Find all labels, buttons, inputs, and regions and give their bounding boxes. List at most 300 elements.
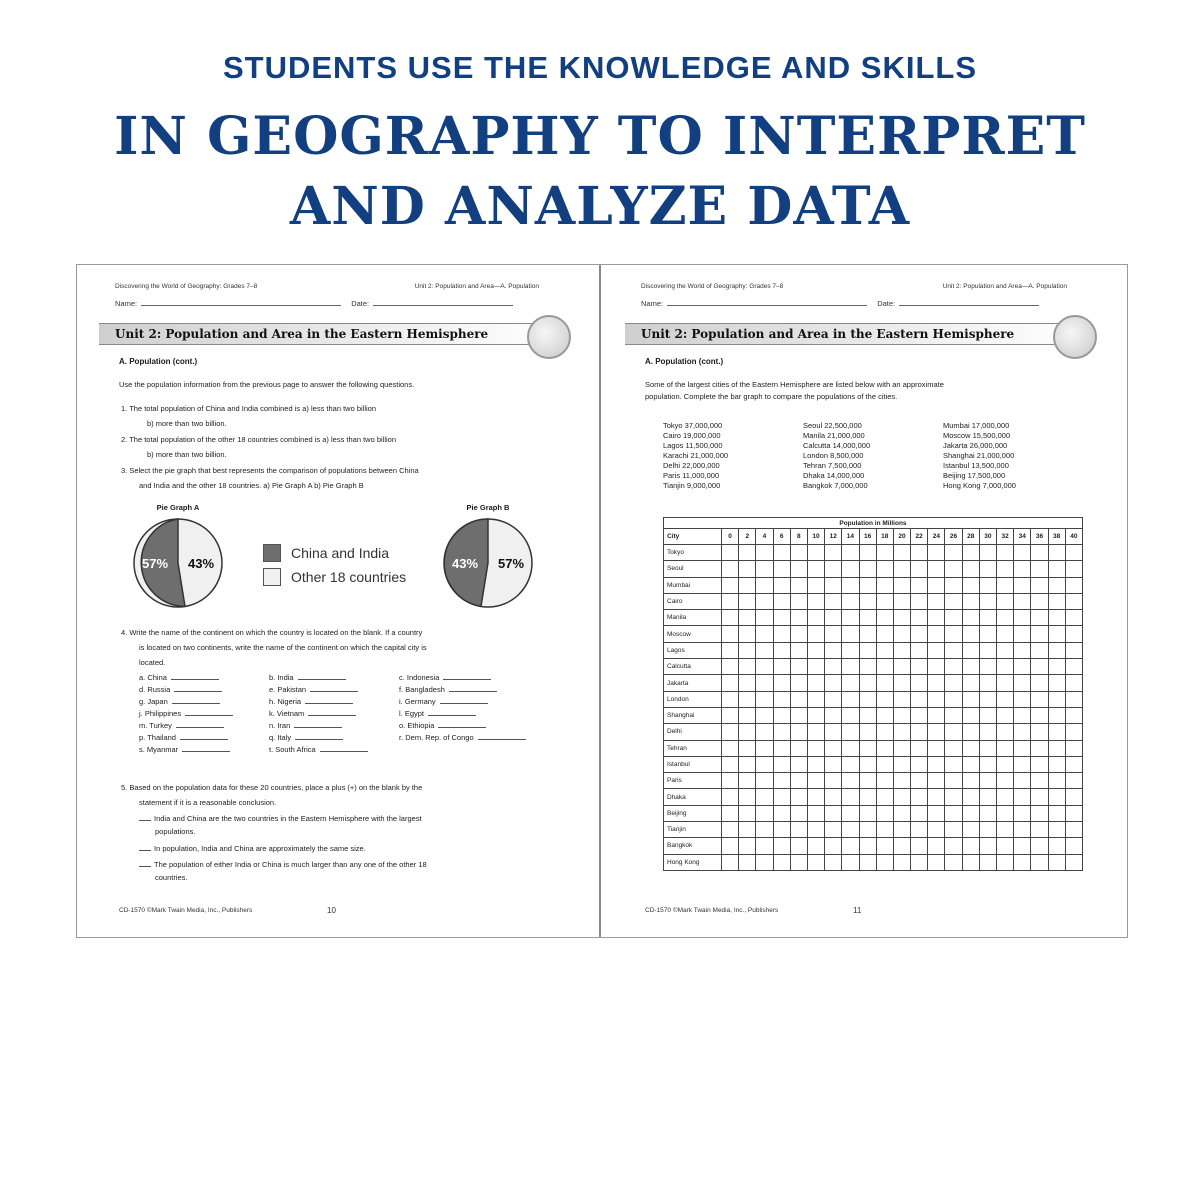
graph-cell[interactable] <box>893 756 910 772</box>
graph-cell[interactable] <box>945 838 962 854</box>
graph-cell[interactable] <box>979 740 996 756</box>
graph-cell[interactable] <box>773 626 790 642</box>
graph-cell[interactable] <box>1031 822 1048 838</box>
graph-cell[interactable] <box>893 545 910 561</box>
graph-cell[interactable] <box>842 659 859 675</box>
graph-cell[interactable] <box>722 805 739 821</box>
graph-cell[interactable] <box>997 610 1014 626</box>
graph-cell[interactable] <box>1065 838 1082 854</box>
graph-cell[interactable] <box>997 659 1014 675</box>
graph-cell[interactable] <box>739 561 756 577</box>
graph-cell[interactable] <box>790 724 807 740</box>
graph-cell[interactable] <box>859 545 876 561</box>
graph-cell[interactable] <box>876 854 893 870</box>
graph-cell[interactable] <box>842 724 859 740</box>
graph-cell[interactable] <box>756 691 773 707</box>
graph-cell[interactable] <box>756 789 773 805</box>
graph-cell[interactable] <box>1048 838 1065 854</box>
graph-cell[interactable] <box>722 724 739 740</box>
continent-answer-blank[interactable] <box>182 751 230 752</box>
graph-cell[interactable] <box>1065 577 1082 593</box>
graph-cell[interactable] <box>1065 822 1082 838</box>
graph-cell[interactable] <box>962 691 979 707</box>
graph-cell[interactable] <box>1031 691 1048 707</box>
graph-cell[interactable] <box>928 626 945 642</box>
graph-cell[interactable] <box>722 642 739 658</box>
graph-cell[interactable] <box>739 740 756 756</box>
graph-cell[interactable] <box>962 561 979 577</box>
graph-cell[interactable] <box>1065 789 1082 805</box>
graph-cell[interactable] <box>962 577 979 593</box>
graph-cell[interactable] <box>807 756 824 772</box>
graph-cell[interactable] <box>756 707 773 723</box>
graph-cell[interactable] <box>1014 642 1031 658</box>
graph-cell[interactable] <box>842 707 859 723</box>
continent-answer-blank[interactable] <box>310 691 358 692</box>
graph-cell[interactable] <box>876 773 893 789</box>
graph-cell[interactable] <box>842 838 859 854</box>
graph-cell[interactable] <box>911 626 928 642</box>
continent-answer-blank[interactable] <box>478 739 526 740</box>
graph-cell[interactable] <box>911 756 928 772</box>
graph-cell[interactable] <box>825 773 842 789</box>
graph-cell[interactable] <box>842 789 859 805</box>
graph-cell[interactable] <box>945 740 962 756</box>
graph-cell[interactable] <box>979 789 996 805</box>
graph-cell[interactable] <box>739 805 756 821</box>
continent-answer-blank[interactable] <box>176 727 224 728</box>
graph-cell[interactable] <box>876 822 893 838</box>
graph-cell[interactable] <box>859 838 876 854</box>
graph-cell[interactable] <box>842 593 859 609</box>
graph-cell[interactable] <box>739 593 756 609</box>
continent-answer-blank[interactable] <box>298 679 346 680</box>
graph-cell[interactable] <box>928 675 945 691</box>
graph-cell[interactable] <box>739 545 756 561</box>
graph-cell[interactable] <box>876 610 893 626</box>
graph-cell[interactable] <box>807 724 824 740</box>
graph-cell[interactable] <box>773 756 790 772</box>
graph-cell[interactable] <box>825 838 842 854</box>
graph-cell[interactable] <box>1048 805 1065 821</box>
graph-cell[interactable] <box>1031 789 1048 805</box>
graph-cell[interactable] <box>842 545 859 561</box>
graph-cell[interactable] <box>842 577 859 593</box>
graph-cell[interactable] <box>1048 854 1065 870</box>
continent-answer-blank[interactable] <box>294 727 342 728</box>
graph-cell[interactable] <box>945 642 962 658</box>
graph-cell[interactable] <box>859 789 876 805</box>
graph-cell[interactable] <box>825 610 842 626</box>
graph-cell[interactable] <box>1014 545 1031 561</box>
graph-cell[interactable] <box>1048 707 1065 723</box>
graph-cell[interactable] <box>997 789 1014 805</box>
graph-cell[interactable] <box>722 561 739 577</box>
graph-cell[interactable] <box>859 561 876 577</box>
graph-cell[interactable] <box>1065 626 1082 642</box>
graph-cell[interactable] <box>1031 707 1048 723</box>
graph-cell[interactable] <box>1014 626 1031 642</box>
graph-cell[interactable] <box>739 789 756 805</box>
graph-cell[interactable] <box>1031 626 1048 642</box>
graph-cell[interactable] <box>911 854 928 870</box>
graph-cell[interactable] <box>1065 756 1082 772</box>
graph-cell[interactable] <box>1065 805 1082 821</box>
graph-cell[interactable] <box>893 659 910 675</box>
graph-cell[interactable] <box>722 626 739 642</box>
graph-cell[interactable] <box>807 838 824 854</box>
graph-cell[interactable] <box>1048 822 1065 838</box>
graph-cell[interactable] <box>876 626 893 642</box>
graph-cell[interactable] <box>842 675 859 691</box>
graph-cell[interactable] <box>807 642 824 658</box>
graph-cell[interactable] <box>756 773 773 789</box>
graph-cell[interactable] <box>893 642 910 658</box>
graph-cell[interactable] <box>1014 724 1031 740</box>
graph-cell[interactable] <box>876 577 893 593</box>
graph-cell[interactable] <box>739 854 756 870</box>
graph-cell[interactable] <box>962 707 979 723</box>
graph-cell[interactable] <box>807 577 824 593</box>
graph-cell[interactable] <box>997 593 1014 609</box>
graph-cell[interactable] <box>756 545 773 561</box>
graph-cell[interactable] <box>807 789 824 805</box>
graph-cell[interactable] <box>790 561 807 577</box>
graph-cell[interactable] <box>739 707 756 723</box>
continent-answer-blank[interactable] <box>428 715 476 716</box>
graph-cell[interactable] <box>979 593 996 609</box>
graph-cell[interactable] <box>1048 675 1065 691</box>
graph-cell[interactable] <box>859 805 876 821</box>
graph-cell[interactable] <box>807 707 824 723</box>
graph-cell[interactable] <box>876 756 893 772</box>
graph-cell[interactable] <box>773 805 790 821</box>
graph-cell[interactable] <box>997 626 1014 642</box>
graph-cell[interactable] <box>790 789 807 805</box>
graph-cell[interactable] <box>739 577 756 593</box>
graph-cell[interactable] <box>893 838 910 854</box>
graph-cell[interactable] <box>1048 626 1065 642</box>
graph-cell[interactable] <box>825 626 842 642</box>
graph-cell[interactable] <box>997 724 1014 740</box>
graph-cell[interactable] <box>876 838 893 854</box>
graph-cell[interactable] <box>928 838 945 854</box>
graph-cell[interactable] <box>911 740 928 756</box>
graph-cell[interactable] <box>1031 561 1048 577</box>
graph-cell[interactable] <box>790 805 807 821</box>
graph-cell[interactable] <box>807 610 824 626</box>
graph-cell[interactable] <box>1014 610 1031 626</box>
graph-cell[interactable] <box>876 642 893 658</box>
graph-cell[interactable] <box>911 610 928 626</box>
graph-cell[interactable] <box>790 642 807 658</box>
graph-cell[interactable] <box>773 838 790 854</box>
graph-cell[interactable] <box>928 822 945 838</box>
graph-cell[interactable] <box>1048 577 1065 593</box>
graph-cell[interactable] <box>825 740 842 756</box>
graph-cell[interactable] <box>1014 740 1031 756</box>
graph-cell[interactable] <box>1065 854 1082 870</box>
graph-cell[interactable] <box>945 691 962 707</box>
graph-cell[interactable] <box>979 561 996 577</box>
graph-cell[interactable] <box>1048 773 1065 789</box>
graph-cell[interactable] <box>739 773 756 789</box>
graph-cell[interactable] <box>928 805 945 821</box>
graph-cell[interactable] <box>859 756 876 772</box>
graph-cell[interactable] <box>1014 707 1031 723</box>
graph-cell[interactable] <box>756 854 773 870</box>
graph-cell[interactable] <box>1048 756 1065 772</box>
graph-cell[interactable] <box>807 659 824 675</box>
graph-cell[interactable] <box>1031 642 1048 658</box>
graph-cell[interactable] <box>893 707 910 723</box>
graph-cell[interactable] <box>962 659 979 675</box>
graph-cell[interactable] <box>825 545 842 561</box>
graph-cell[interactable] <box>756 593 773 609</box>
graph-cell[interactable] <box>876 675 893 691</box>
graph-cell[interactable] <box>739 659 756 675</box>
graph-cell[interactable] <box>1065 545 1082 561</box>
graph-cell[interactable] <box>1014 838 1031 854</box>
graph-cell[interactable] <box>842 822 859 838</box>
graph-cell[interactable] <box>773 789 790 805</box>
graph-cell[interactable] <box>859 691 876 707</box>
graph-cell[interactable] <box>859 740 876 756</box>
graph-cell[interactable] <box>1031 805 1048 821</box>
graph-cell[interactable] <box>722 773 739 789</box>
graph-cell[interactable] <box>739 675 756 691</box>
graph-cell[interactable] <box>842 642 859 658</box>
graph-cell[interactable] <box>756 577 773 593</box>
graph-cell[interactable] <box>979 577 996 593</box>
continent-answer-blank[interactable] <box>295 739 343 740</box>
graph-cell[interactable] <box>1065 642 1082 658</box>
graph-cell[interactable] <box>1048 691 1065 707</box>
graph-cell[interactable] <box>945 724 962 740</box>
graph-cell[interactable] <box>773 740 790 756</box>
graph-cell[interactable] <box>911 642 928 658</box>
graph-cell[interactable] <box>945 610 962 626</box>
graph-cell[interactable] <box>893 822 910 838</box>
graph-cell[interactable] <box>911 789 928 805</box>
graph-cell[interactable] <box>1014 756 1031 772</box>
graph-cell[interactable] <box>722 545 739 561</box>
graph-cell[interactable] <box>979 707 996 723</box>
graph-cell[interactable] <box>842 773 859 789</box>
graph-cell[interactable] <box>997 691 1014 707</box>
graph-cell[interactable] <box>1065 691 1082 707</box>
graph-cell[interactable] <box>842 610 859 626</box>
graph-cell[interactable] <box>859 854 876 870</box>
graph-cell[interactable] <box>1048 561 1065 577</box>
graph-cell[interactable] <box>722 838 739 854</box>
graph-cell[interactable] <box>928 854 945 870</box>
graph-cell[interactable] <box>911 691 928 707</box>
graph-cell[interactable] <box>962 675 979 691</box>
graph-cell[interactable] <box>722 740 739 756</box>
graph-cell[interactable] <box>979 610 996 626</box>
graph-cell[interactable] <box>979 545 996 561</box>
graph-cell[interactable] <box>790 707 807 723</box>
graph-cell[interactable] <box>945 593 962 609</box>
graph-cell[interactable] <box>997 545 1014 561</box>
graph-cell[interactable] <box>842 854 859 870</box>
graph-cell[interactable] <box>979 724 996 740</box>
graph-cell[interactable] <box>825 822 842 838</box>
graph-cell[interactable] <box>1031 659 1048 675</box>
graph-cell[interactable] <box>842 805 859 821</box>
graph-cell[interactable] <box>756 675 773 691</box>
continent-answer-blank[interactable] <box>440 703 488 704</box>
graph-cell[interactable] <box>962 626 979 642</box>
graph-cell[interactable] <box>997 756 1014 772</box>
graph-cell[interactable] <box>773 593 790 609</box>
continent-answer-blank[interactable] <box>180 739 228 740</box>
graph-cell[interactable] <box>893 626 910 642</box>
graph-cell[interactable] <box>722 577 739 593</box>
continent-answer-blank[interactable] <box>305 703 353 704</box>
graph-cell[interactable] <box>945 659 962 675</box>
graph-cell[interactable] <box>1065 740 1082 756</box>
graph-cell[interactable] <box>911 822 928 838</box>
graph-cell[interactable] <box>739 626 756 642</box>
graph-cell[interactable] <box>1031 724 1048 740</box>
graph-cell[interactable] <box>790 577 807 593</box>
graph-cell[interactable] <box>945 805 962 821</box>
graph-cell[interactable] <box>1014 659 1031 675</box>
graph-cell[interactable] <box>859 642 876 658</box>
graph-cell[interactable] <box>773 854 790 870</box>
graph-cell[interactable] <box>979 773 996 789</box>
graph-cell[interactable] <box>1065 659 1082 675</box>
graph-cell[interactable] <box>756 561 773 577</box>
graph-cell[interactable] <box>876 691 893 707</box>
graph-cell[interactable] <box>807 626 824 642</box>
graph-cell[interactable] <box>1031 545 1048 561</box>
graph-cell[interactable] <box>807 740 824 756</box>
conclusion-1-blank[interactable] <box>139 820 151 821</box>
graph-cell[interactable] <box>739 610 756 626</box>
graph-cell[interactable] <box>756 626 773 642</box>
graph-cell[interactable] <box>997 675 1014 691</box>
graph-cell[interactable] <box>997 561 1014 577</box>
graph-cell[interactable] <box>790 659 807 675</box>
graph-cell[interactable] <box>928 593 945 609</box>
graph-cell[interactable] <box>790 838 807 854</box>
graph-cell[interactable] <box>773 610 790 626</box>
graph-cell[interactable] <box>859 773 876 789</box>
graph-cell[interactable] <box>928 740 945 756</box>
graph-cell[interactable] <box>842 561 859 577</box>
graph-cell[interactable] <box>1031 610 1048 626</box>
graph-cell[interactable] <box>859 659 876 675</box>
graph-cell[interactable] <box>825 593 842 609</box>
graph-cell[interactable] <box>739 822 756 838</box>
graph-cell[interactable] <box>842 626 859 642</box>
graph-cell[interactable] <box>859 577 876 593</box>
graph-cell[interactable] <box>790 740 807 756</box>
graph-cell[interactable] <box>790 854 807 870</box>
graph-cell[interactable] <box>979 675 996 691</box>
graph-cell[interactable] <box>911 659 928 675</box>
conclusion-3-blank[interactable] <box>139 866 151 867</box>
graph-cell[interactable] <box>1065 724 1082 740</box>
graph-cell[interactable] <box>807 773 824 789</box>
graph-cell[interactable] <box>997 838 1014 854</box>
graph-cell[interactable] <box>876 659 893 675</box>
graph-cell[interactable] <box>962 610 979 626</box>
graph-cell[interactable] <box>773 773 790 789</box>
graph-cell[interactable] <box>756 642 773 658</box>
graph-cell[interactable] <box>825 707 842 723</box>
graph-cell[interactable] <box>773 577 790 593</box>
graph-cell[interactable] <box>722 691 739 707</box>
graph-cell[interactable] <box>1031 773 1048 789</box>
continent-answer-blank[interactable] <box>172 703 220 704</box>
conclusion-2-blank[interactable] <box>139 850 151 851</box>
graph-cell[interactable] <box>911 707 928 723</box>
graph-cell[interactable] <box>1014 773 1031 789</box>
graph-cell[interactable] <box>722 822 739 838</box>
graph-cell[interactable] <box>893 789 910 805</box>
graph-cell[interactable] <box>807 593 824 609</box>
graph-cell[interactable] <box>722 659 739 675</box>
graph-cell[interactable] <box>997 642 1014 658</box>
graph-cell[interactable] <box>945 561 962 577</box>
graph-cell[interactable] <box>928 773 945 789</box>
graph-cell[interactable] <box>825 789 842 805</box>
graph-cell[interactable] <box>773 822 790 838</box>
graph-cell[interactable] <box>825 659 842 675</box>
graph-cell[interactable] <box>979 642 996 658</box>
graph-cell[interactable] <box>825 756 842 772</box>
graph-cell[interactable] <box>893 610 910 626</box>
graph-cell[interactable] <box>893 691 910 707</box>
graph-cell[interactable] <box>1065 675 1082 691</box>
graph-cell[interactable] <box>722 756 739 772</box>
graph-cell[interactable] <box>1048 740 1065 756</box>
graph-cell[interactable] <box>1014 561 1031 577</box>
graph-cell[interactable] <box>945 675 962 691</box>
graph-cell[interactable] <box>790 610 807 626</box>
graph-cell[interactable] <box>911 838 928 854</box>
continent-answer-blank[interactable] <box>308 715 356 716</box>
graph-cell[interactable] <box>1031 593 1048 609</box>
graph-cell[interactable] <box>1048 724 1065 740</box>
graph-cell[interactable] <box>773 675 790 691</box>
graph-cell[interactable] <box>1014 805 1031 821</box>
graph-cell[interactable] <box>739 756 756 772</box>
graph-cell[interactable] <box>928 659 945 675</box>
graph-cell[interactable] <box>756 805 773 821</box>
graph-cell[interactable] <box>945 854 962 870</box>
graph-cell[interactable] <box>790 626 807 642</box>
graph-cell[interactable] <box>1048 659 1065 675</box>
graph-cell[interactable] <box>979 659 996 675</box>
graph-cell[interactable] <box>928 707 945 723</box>
graph-cell[interactable] <box>1014 675 1031 691</box>
graph-cell[interactable] <box>1031 740 1048 756</box>
continent-answer-blank[interactable] <box>449 691 497 692</box>
graph-cell[interactable] <box>1065 773 1082 789</box>
graph-cell[interactable] <box>962 805 979 821</box>
graph-cell[interactable] <box>876 707 893 723</box>
graph-cell[interactable] <box>911 805 928 821</box>
graph-cell[interactable] <box>859 724 876 740</box>
graph-cell[interactable] <box>945 577 962 593</box>
graph-cell[interactable] <box>739 838 756 854</box>
graph-cell[interactable] <box>979 756 996 772</box>
